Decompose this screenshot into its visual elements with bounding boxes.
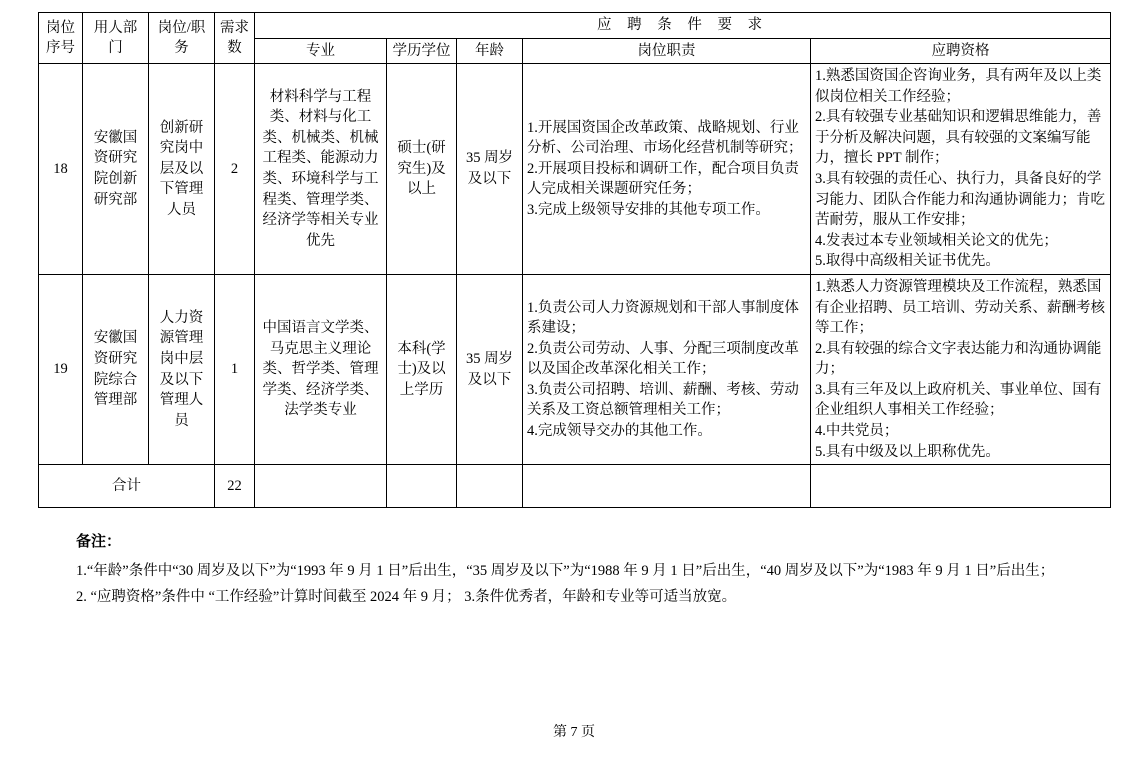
- total-value: 22: [215, 465, 255, 508]
- header-seq: 岗位序号: [39, 13, 83, 64]
- cell-education: 本科(学士)及以上学历: [387, 274, 457, 464]
- total-blank-duties: [523, 465, 811, 508]
- duty-item: 3.负责公司招聘、培训、薪酬、考核、劳动关系及工资总额管理相关工作；: [527, 381, 799, 419]
- total-blank-major: [255, 465, 387, 508]
- cell-major: 材料科学与工程类、材料与化工类、机械类、机械工程类、能源动力类、环境科学与工程类、管理学类、经济学等相关专业优先: [255, 64, 387, 275]
- duty-item: 3.完成上级领导安排的其他专项工作。: [527, 201, 770, 218]
- cell-duties: [523, 274, 811, 464]
- cell-dept: 安徽国资研究院综合管理部: [83, 274, 149, 464]
- table-row: [39, 274, 1111, 464]
- cell-demand: 2: [215, 64, 255, 275]
- notes-title: 备注：: [76, 534, 122, 551]
- header-post: 岗位/职务: [149, 13, 215, 64]
- header-education: 学历学位: [387, 38, 457, 64]
- note-line-2: 2. “应聘资格”条件中 “工作经验”计算时间截至 2024 年 9 月； 3.条件优秀者，年龄和专业等可适当放宽。: [76, 588, 737, 605]
- table-row: [39, 64, 1111, 275]
- cell-demand: 1: [215, 274, 255, 464]
- qualification-item: 5.取得中高级相关证书优先。: [815, 253, 1000, 270]
- cell-major: 中国语言文学类、马克思主义理论类、哲学类、管理学类、经济学类、法学类专业: [255, 274, 387, 464]
- qualification-item: 3.具有三年及以上政府机关、事业单位、国有企业组织人事相关工作经验；: [815, 381, 1102, 419]
- note-line-1: 1.“年龄”条件中“30 周岁及以下”为“1993 年 9 月 1 日”后出生，“35 周岁及以下”为“1988 年 9 月 1 日”后出生，“40 周岁及以下”为“1983 年 9 月 1 日”后出生；: [76, 563, 1055, 580]
- total-blank-education: [387, 465, 457, 508]
- recruitment-table: [38, 12, 1111, 508]
- header-qualification: 应聘资格: [811, 38, 1111, 64]
- cell-duties: [523, 64, 811, 275]
- cell-post: 创新研究岗中层及以下管理人员: [149, 64, 215, 275]
- header-demand: 需求数: [215, 13, 255, 64]
- total-blank-qualification: [811, 465, 1111, 508]
- qualification-item: 1.熟悉国资国企咨询业务，具有两年及以上类似岗位相关工作经验；: [815, 68, 1102, 105]
- cell-qualification: [811, 64, 1111, 275]
- qualification-item: 2.具有较强的综合文字表达能力和沟通协调能力；: [815, 340, 1102, 378]
- total-blank-age: [457, 465, 523, 508]
- duty-item: 4.完成领导交办的其他工作。: [527, 422, 712, 439]
- cell-education: 硕士(研究生)及以上: [387, 64, 457, 275]
- total-label: 合计: [39, 465, 215, 508]
- duty-item: 1.负责公司人力资源规划和干部人事制度体系建设；: [527, 299, 799, 337]
- duty-item: 1.开展国资国企改革政策、战略规划、行业分析、公司治理、市场化经营机制等研究；: [527, 119, 803, 157]
- cell-age: 35 周岁及以下: [457, 274, 523, 464]
- qualification-item: 4.中共党员；: [815, 422, 899, 439]
- qualification-item: 5.具有中级及以上职称优先。: [815, 443, 1000, 460]
- header-major: 专业: [255, 38, 387, 64]
- duty-item: 2.负责公司劳动、人事、分配三项制度改革以及国企改革深化相关工作；: [527, 340, 799, 378]
- notes-section: [38, 530, 1110, 610]
- header-age: 年龄: [457, 38, 523, 64]
- page-footer: [0, 721, 1148, 741]
- cell-seq: 19: [39, 274, 83, 464]
- page-number: 第 7 页: [553, 725, 595, 740]
- table-total-row: [39, 465, 1111, 508]
- cell-post: 人力资源管理岗中层及以下管理人员: [149, 274, 215, 464]
- header-requirements-group: 应 聘 条 件 要 求: [255, 13, 1111, 39]
- qualification-item: 2.具有较强专业基础知识和逻辑思维能力，善于分析及解决问题，具有较强的文案编写能力，擅长 PPT 制作；: [815, 109, 1102, 167]
- cell-age: 35 周岁及以下: [457, 64, 523, 275]
- cell-dept: 安徽国资研究院创新研究部: [83, 64, 149, 275]
- cell-seq: 18: [39, 64, 83, 275]
- header-dept: 用人部门: [83, 13, 149, 64]
- duty-item: 2.开展项目投标和调研工作，配合项目负责人完成相关课题研究任务；: [527, 160, 799, 198]
- table-header-row-1: [39, 13, 1111, 39]
- qualification-item: 4.发表过本专业领域相关论文的优先；: [815, 232, 1058, 249]
- header-duties: 岗位职责: [523, 38, 811, 64]
- qualification-item: 1.熟悉人力资源管理模块及工作流程，熟悉国有企业招聘、员工培训、劳动关系、薪酬考核等工作；: [815, 278, 1105, 337]
- cell-qualification: [811, 274, 1111, 464]
- qualification-item: 3.具有较强的责任心、执行力，具备良好的学习能力、团队合作能力和沟通协调能力；肯吃苦耐劳，服从工作安排；: [815, 171, 1105, 229]
